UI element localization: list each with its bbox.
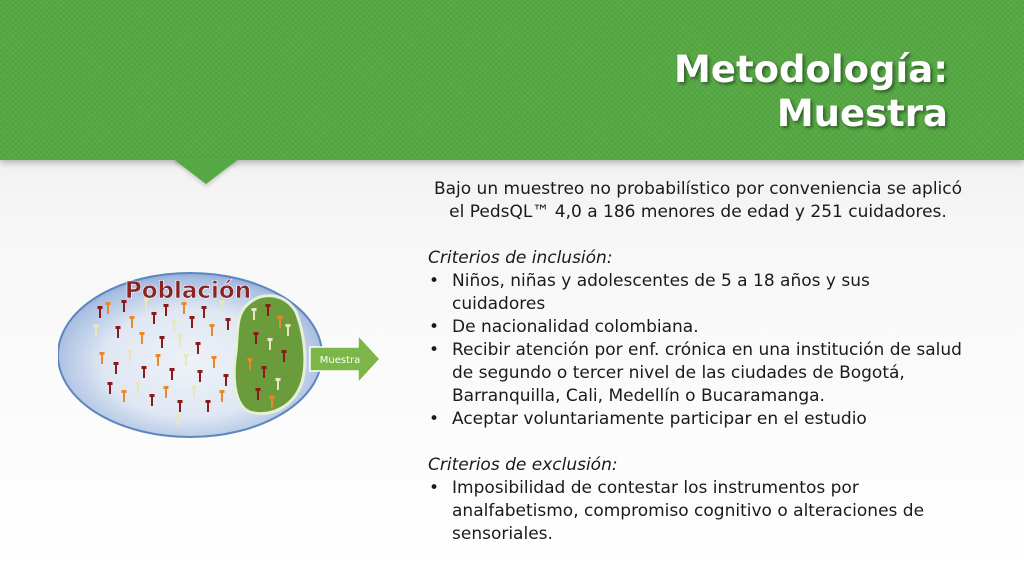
slide-body [428, 178, 968, 546]
exclusion-heading: Criterios de exclusión: [428, 455, 618, 475]
inclusion-list [428, 270, 968, 431]
banner-notch [172, 158, 240, 184]
population-sample-diagram [58, 262, 388, 442]
sample-arrow-label: Muestra [319, 355, 361, 366]
title-line-1: Metodología: [674, 48, 948, 91]
inclusion-heading: Criterios de inclusión: [428, 248, 613, 268]
exclusion-list [428, 477, 968, 546]
inclusion-item: • Recibir atención por enf. crónica en una institución de salud de segundo o tercer nivel de las ciudades de Bogotá, Barranquilla, Cali, Medellín o Bucaramanga. [428, 339, 968, 408]
inclusion-item: • Niños, niñas y adolescentes de 5 a 18 años y sus cuidadores [428, 270, 968, 316]
population-label: Población [124, 278, 252, 304]
intro-paragraph: Bajo un muestreo no probabilístico por conveniencia se aplicó el PedsQL™ 4,0 a 186 menores de edad y 251 cuidadores. [433, 179, 963, 222]
exclusion-item: • Imposibilidad de contestar los instrumentos por analfabetismo, compromiso cognitivo o alteraciones de sensoriales. [428, 477, 968, 546]
inclusion-item: • De nacionalidad colombiana. [428, 316, 968, 339]
sample-region [234, 296, 305, 414]
inclusion-item: • Aceptar voluntariamente participar en el estudio [428, 408, 968, 431]
slide-title [674, 48, 948, 136]
title-line-2: Muestra [776, 92, 948, 135]
